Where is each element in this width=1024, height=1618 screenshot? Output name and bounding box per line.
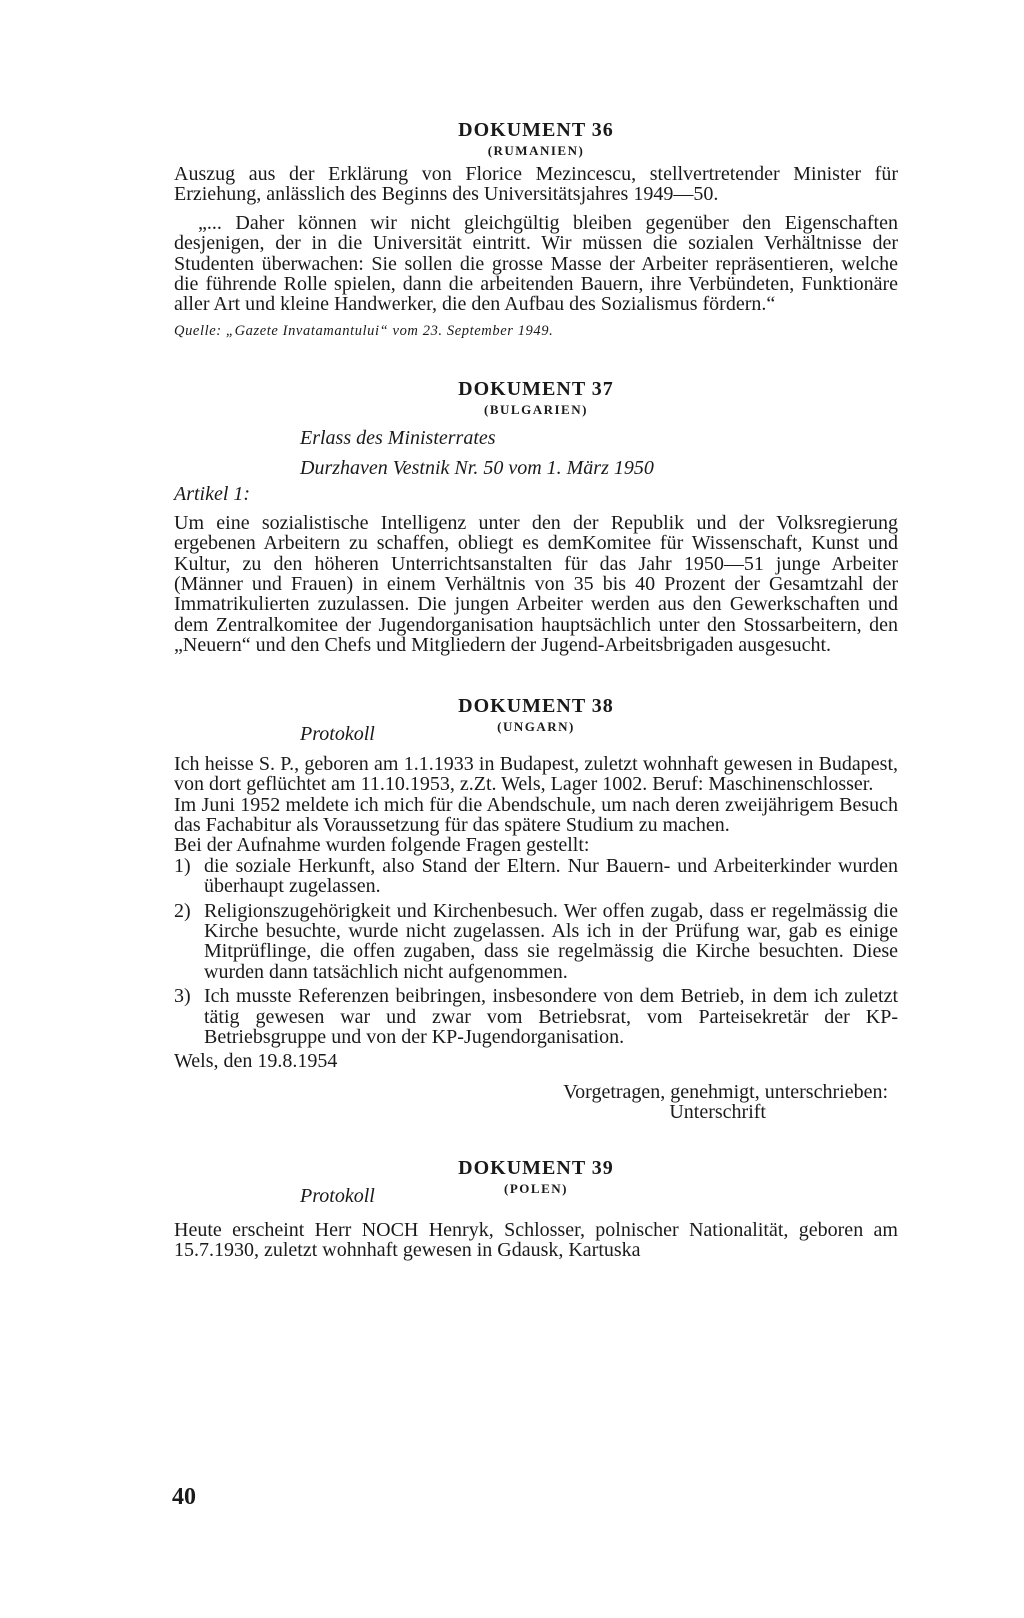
list-item — [174, 856, 898, 897]
list-item-number: 2) — [174, 899, 191, 922]
doc36-title: DOKUMENT 36 — [458, 119, 614, 141]
list-item-number: 1) — [174, 854, 191, 877]
list-item — [174, 986, 898, 1047]
doc38-signature: Unterschrift — [669, 1100, 766, 1123]
list-item-number: 3) — [174, 985, 191, 1008]
doc38-p1: Ich heisse S. P., geboren am 1.1.1933 in Budapest, zuletzt wohnhaft gewesen in Budapest, von dort geflüchtet am 11.10.1953, z.Zt. Wels, Lager 1002. Beruf: Maschinenschlosser. — [174, 752, 898, 796]
doc38-place-date: Wels, den 19.8.1954 — [174, 1050, 338, 1073]
document-39 — [174, 1156, 898, 1261]
doc37-article: Artikel 1: — [174, 482, 251, 505]
document-38 — [174, 694, 898, 1122]
list-item-text: Religionszugehörigkeit und Kirchenbesuch. Wer offen zugab, dass er regelmässig die Kirche besuchte, wurde nicht zugelassen. Als ich in der Prüfung war, gab es einige Mitprüflinge, die offen zugaben, dass sie regelmässig die Kirche besuchten. Diese wurden dann tatsächlich nicht aufgenommen. — [204, 899, 898, 983]
document-36 — [174, 118, 898, 341]
doc37-title: DOKUMENT 37 — [458, 377, 614, 400]
doc38-country: (UNGARN) — [497, 718, 575, 734]
list-item — [174, 901, 898, 983]
doc36-intro: Auszug aus der Erklärung von Florice Mezincescu, stellvertretender Minister für Erziehung, anlässlich des Beginns des Universitätsjahres 1949—50. — [174, 163, 898, 206]
doc38-question-list — [174, 856, 898, 1048]
doc39-heading-row — [174, 1180, 898, 1206]
doc37-gazette: Durzhaven Vestnik Nr. 50 vom 1. März 1950 — [300, 456, 654, 479]
doc37-text: Um eine sozialistische Intelligenz unter den der Republik und der Volksregierung ergebenen Arbeitern zu schaffen, obliegt es demKomitee für Wissenschaft, Kunst und Kultur, zu den höheren Unterrichtsanstalten für das Jahr 1950—51 junge Arbeiter (Männer und Frauen) in einem Verhältnis von 35 bis 40 Prozent der Gesamtzahl der Immatrikulierten zuzulassen. Die jungen Arbeiter werden aus den Gewerkschaften und dem Zentralkomitee der Jugendorganisation hauptsächlich unter den Stossarbeitern, den „Neuern“ und den Chefs und Mitgliedern der Jugend-Arbeitsbrigaden ausgesucht. — [174, 511, 898, 657]
doc36-source: Quelle: „Gazete Invatamantului“ vom 23. September 1949. — [174, 322, 554, 339]
document-page — [174, 118, 898, 1261]
doc36-quote: „... Daher können wir nicht gleichgültig bleiben gegenüber den Eigenschaften desjenigen, der in die Universität eintritt. Wir müssen die sozialen Verhältnisse der Studenten überwachen: Sie sollen die grosse Masse der Arbeiter repräsentieren, welche die führende Rolle spielen, dann die arbeitenden Bauern, ihre Verbündeten, Funktionäre aller Art und kleine Handwerker, die den Aufbau des Sozialismus fördern.“ — [174, 211, 898, 316]
doc38-title: DOKUMENT 38 — [458, 694, 614, 717]
doc37-country: (BULGARIEN) — [484, 401, 588, 417]
doc39-title: DOKUMENT 39 — [458, 1156, 614, 1179]
doc38-label: Protokoll — [300, 722, 375, 745]
list-item-text: Ich musste Referenzen beibringen, insbesondere von dem Betrieb, in dem ich zuletzt tätig gewesen war und zwar vom Betriebsrat, vom Parteisekretär der KP-Betriebsgruppe und von der KP-Jugendorganisation. — [204, 985, 898, 1048]
doc38-p3: Bei der Aufnahme wurden folgende Fragen gestellt: — [174, 834, 590, 857]
doc37-decree: Erlass des Ministerrates — [300, 426, 496, 449]
doc39-text: Heute erscheint Herr NOCH Henryk, Schlosser, polnischer Nationalität, geboren am 15.7.1930, zuletzt wohnhaft gewesen in Gdausk, Kartuska — [174, 1218, 898, 1262]
doc36-country: (RUMANIEN) — [487, 143, 585, 158]
page-number: 40 — [172, 1484, 196, 1510]
doc38-p2: Im Juni 1952 meldete ich mich für die Abendschule, um nach deren zweijährigem Besuch das Fachabitur als Voraussetzung für das spätere Studium zu machen. — [174, 793, 898, 836]
list-item-text: die soziale Herkunft, also Stand der Eltern. Nur Bauern- und Arbeiterkinder wurden überhaupt zugelassen. — [204, 854, 898, 898]
doc38-heading-row — [174, 718, 898, 744]
doc39-label: Protokoll — [300, 1184, 375, 1207]
doc39-country: (POLEN) — [504, 1180, 568, 1196]
document-37 — [174, 377, 898, 656]
doc38-signed: Vorgetragen, genehmigt, unterschrieben: — [563, 1080, 888, 1103]
